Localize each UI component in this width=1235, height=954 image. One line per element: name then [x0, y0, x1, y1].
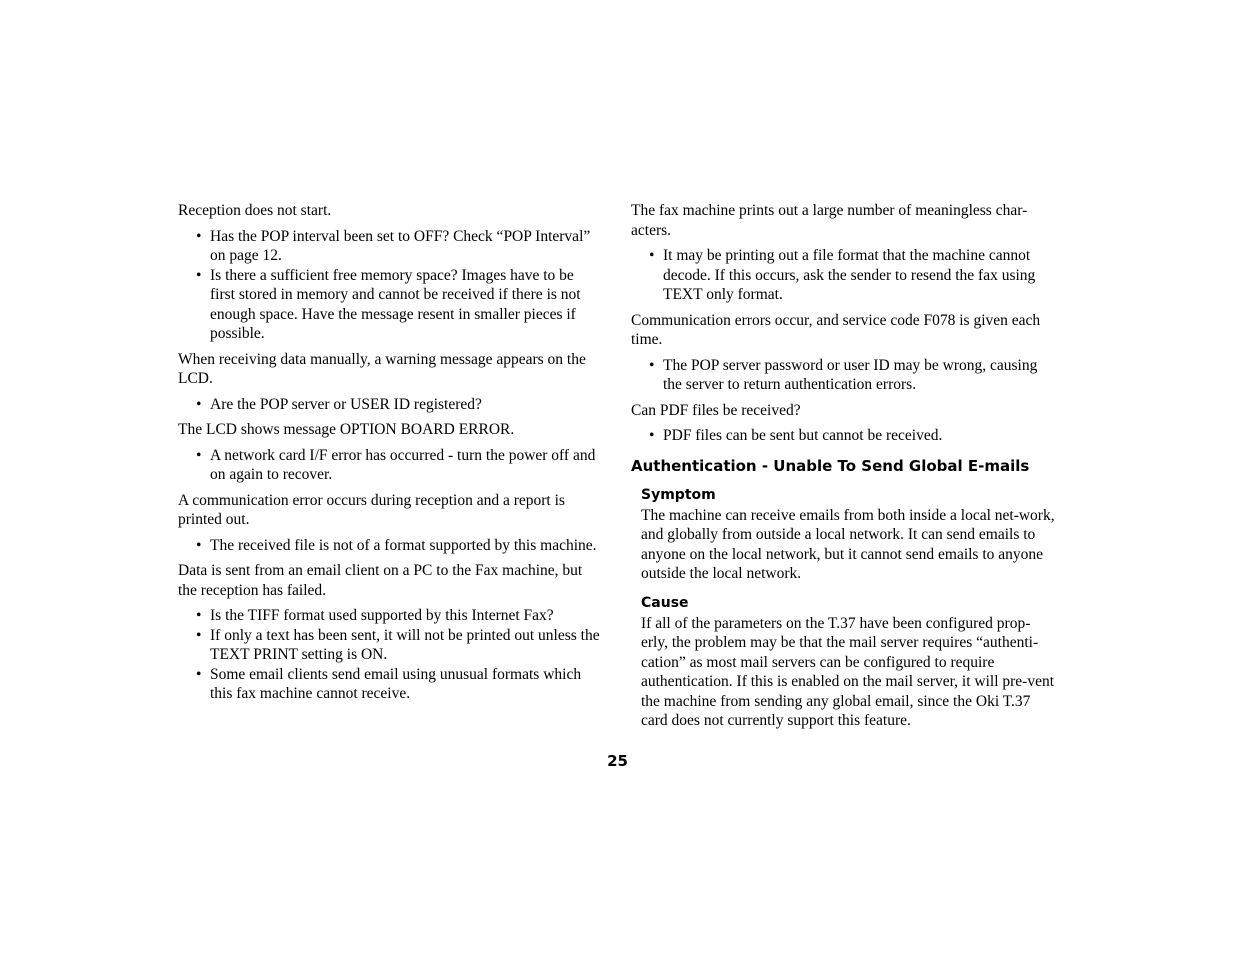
list-item: • Some email clients send email using unusual formats which this fax machine cannot receive.	[196, 665, 582, 702]
list-item: • A network card I/F error has occurred - turn the power off and on again to recover.	[196, 446, 596, 483]
bullet-list	[178, 446, 602, 485]
section-heading: Authentication - Unable To Send Global E-mails	[631, 456, 1030, 475]
cause-heading: Cause	[641, 594, 689, 611]
page-number: 25	[607, 752, 628, 770]
bullet-icon: •	[196, 626, 202, 644]
list-item: • It may be printing out a file format that the machine cannot decode. If this occurs, ask the sender to resend the fax using TEXT only format.	[649, 247, 1036, 303]
list-item: • The POP server password or user ID may be wrong, causing the server to return authentication errors.	[649, 356, 1038, 393]
list-item: • Is the TIFF format used supported by this Internet Fax?	[196, 607, 554, 624]
list-item: • Is there a sufficient free memory space? Images have to be first stored in memory and cannot be received if there is not enough space. Have the message resent in smaller pieces if possible.	[196, 266, 581, 342]
bullet-icon: •	[649, 247, 655, 264]
cause-text: If all of the parameters on the T.37 have been configured prop-erly, the problem may be that the mail server requires “authenti-cation” as most mail servers can be configured to require authentication. If this is enabled on the mail server, it will pre-vent the machine from sending any global email, since the Oki T.37 card does not currently support this feature.	[641, 614, 1055, 729]
paragraph: Data is sent from an email client on a PC to the Fax machine, but the reception has failed.	[178, 562, 583, 599]
list-item: • Has the POP interval been set to OFF? Check “POP Interval” on page 12.	[196, 227, 591, 264]
bullet-icon: •	[196, 266, 202, 284]
bullet-list	[178, 606, 602, 704]
bullet-icon: •	[196, 665, 202, 683]
bullet-icon: •	[196, 607, 202, 624]
bullet-icon: •	[196, 536, 202, 554]
list-item: • If only a text has been sent, it will not be printed out unless the TEXT PRINT setting is ON.	[196, 626, 600, 663]
bullet-list	[631, 356, 1055, 395]
list-item: • Are the POP server or USER ID registered?	[196, 395, 482, 413]
bullet-list	[178, 395, 602, 415]
bullet-icon: •	[196, 227, 202, 245]
bullet-icon: •	[649, 427, 655, 444]
list-item: • The received file is not of a format supported by this machine.	[196, 536, 597, 554]
paragraph: Communication errors occur, and service code F078 is given each time.	[631, 311, 1041, 348]
symptom-heading: Symptom	[641, 486, 716, 503]
right-column	[631, 201, 1055, 731]
bullet-list	[178, 536, 602, 556]
bullet-list	[631, 426, 1055, 446]
paragraph: When receiving data manually, a warning message appears on the LCD.	[178, 350, 586, 387]
bullet-icon: •	[196, 446, 202, 464]
paragraph: The fax machine prints out a large number of meaningless char-acters.	[631, 202, 1028, 239]
left-column	[178, 201, 602, 710]
bullet-list	[631, 246, 1055, 305]
bullet-icon: •	[196, 395, 202, 413]
symptom-text: The machine can receive emails from both inside a local net-work, and globally from outside a local network. It can send emails to anyone on the local network, but it cannot send emails to anyone outside the local network.	[641, 506, 1055, 582]
paragraph: Can PDF files be received?	[631, 401, 801, 419]
bullet-list	[178, 227, 602, 344]
paragraph: Reception does not start.	[178, 202, 332, 219]
list-item: • PDF files can be sent but cannot be received.	[649, 427, 943, 444]
paragraph: A communication error occurs during reception and a report is printed out.	[178, 491, 565, 528]
paragraph: The LCD shows message OPTION BOARD ERROR.	[178, 421, 515, 438]
bullet-icon: •	[649, 356, 655, 374]
